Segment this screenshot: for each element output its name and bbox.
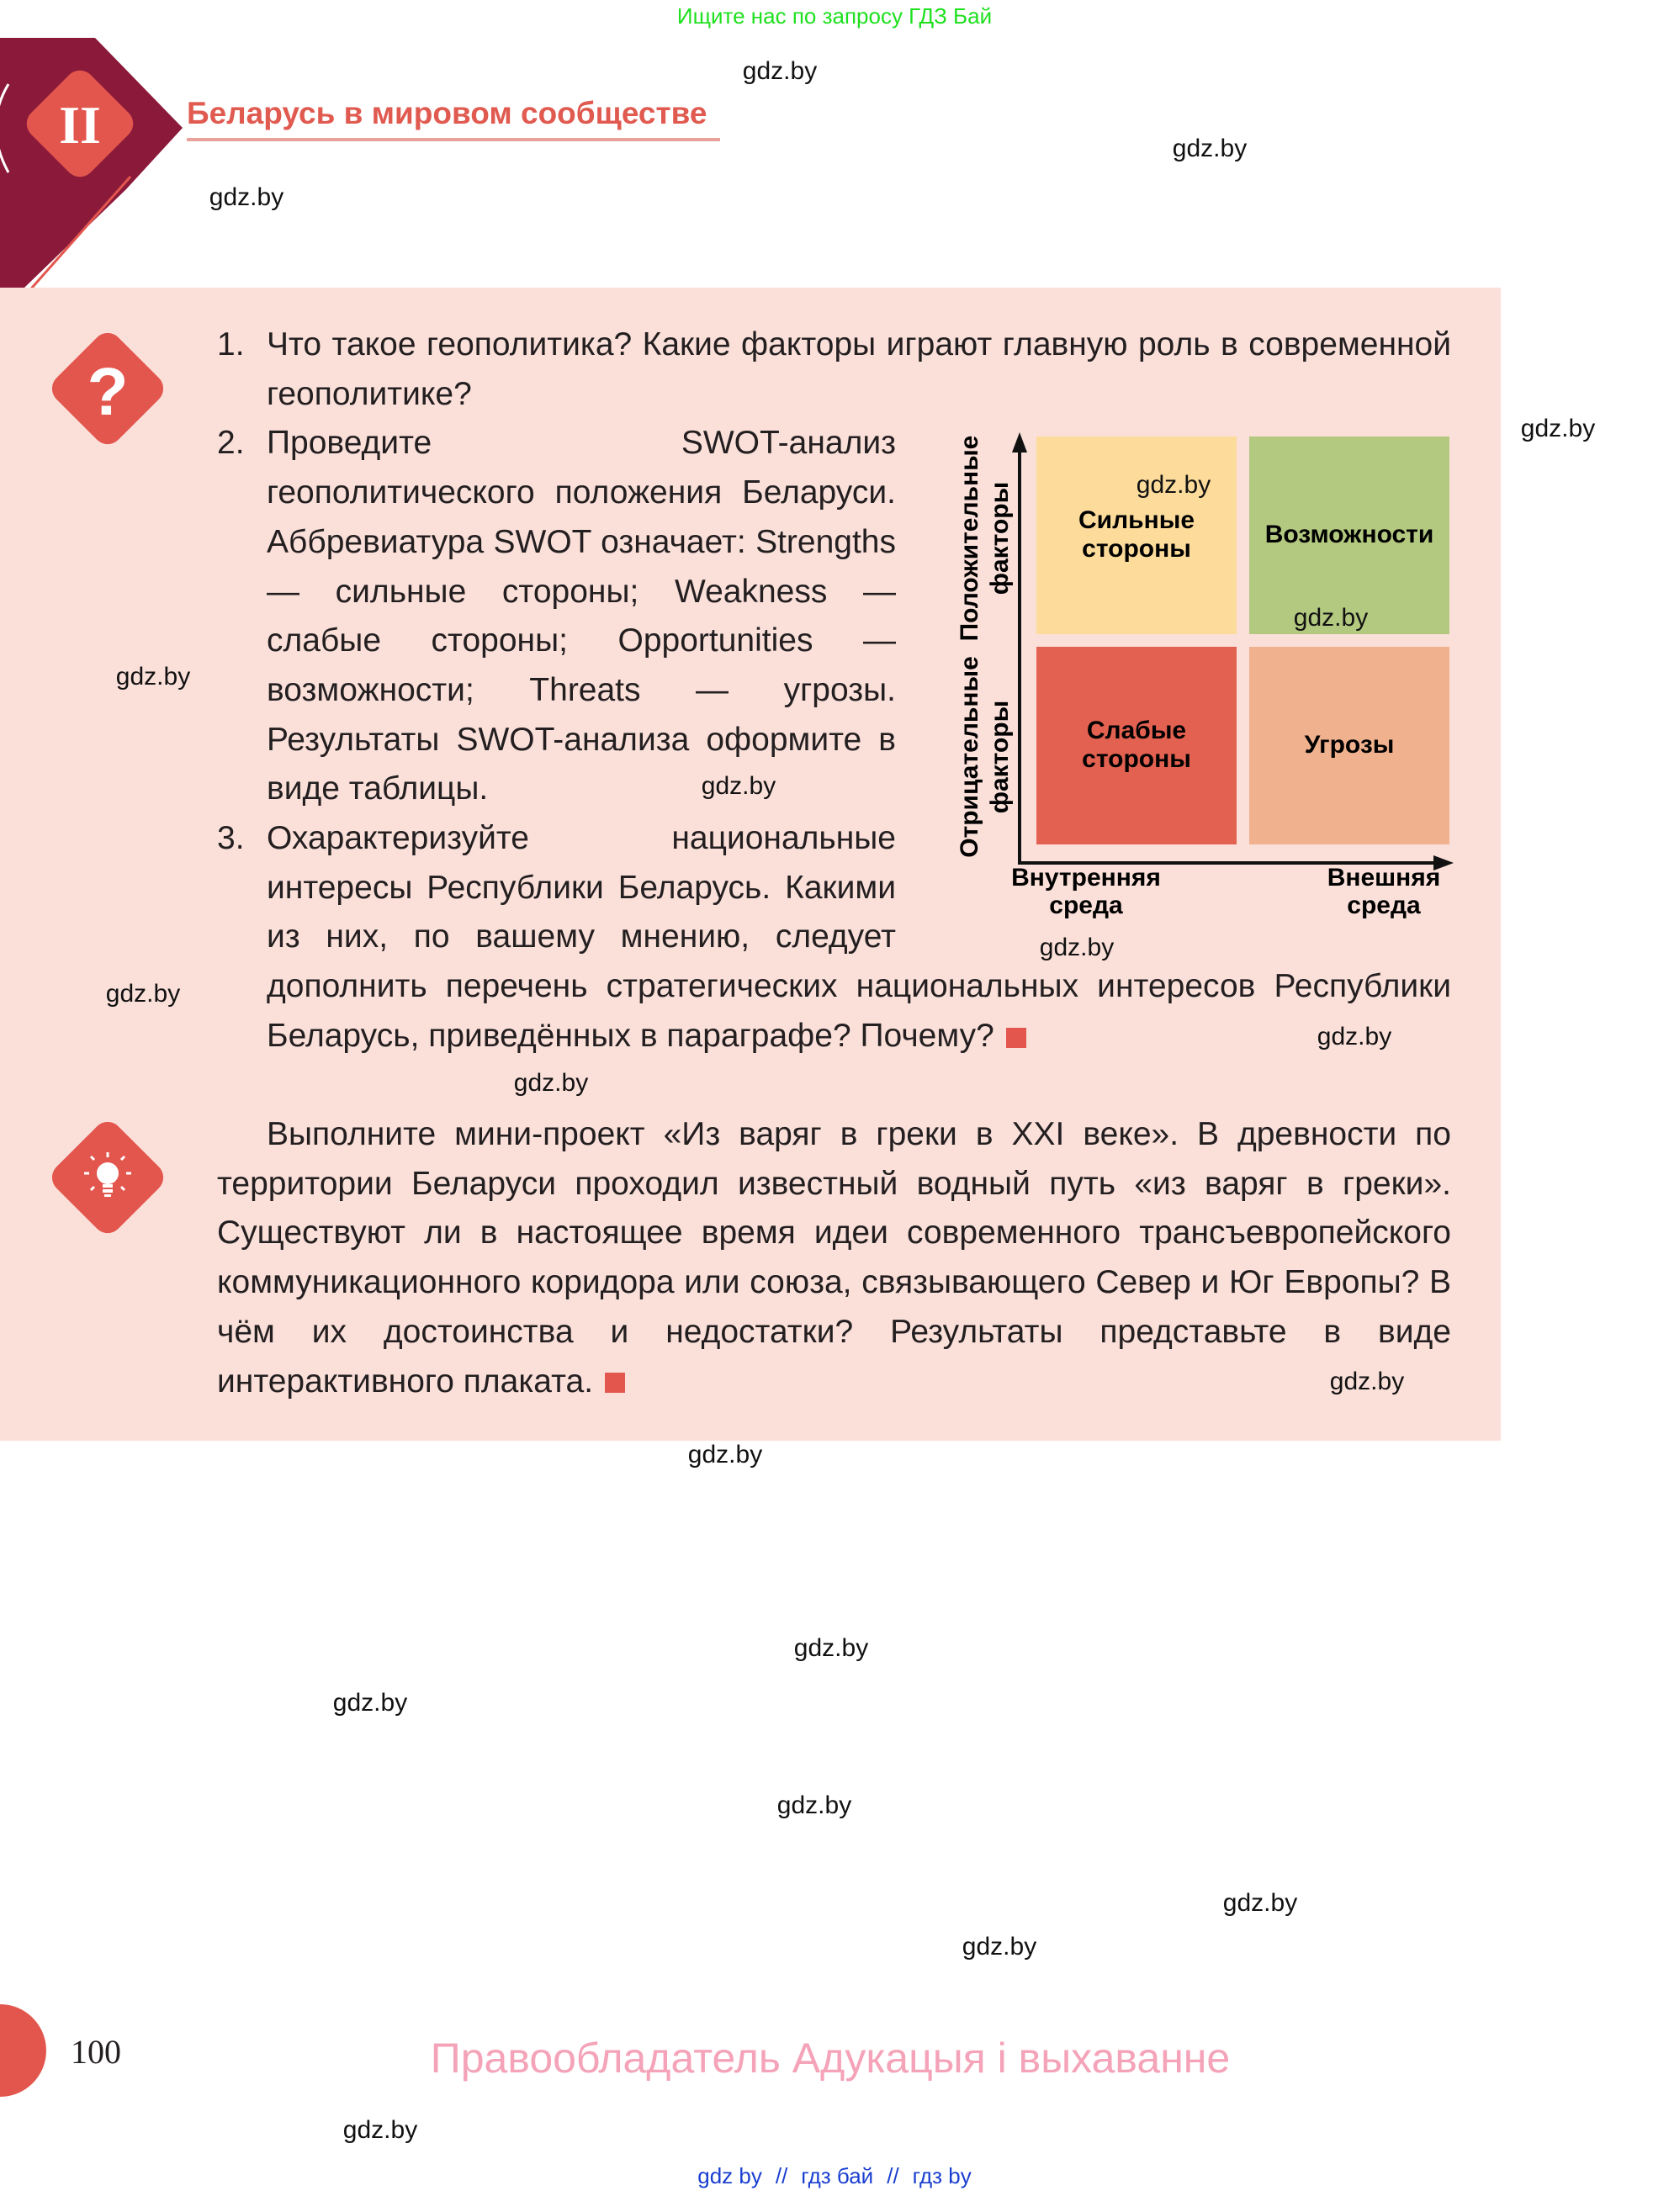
positive-factors-label: Положительные [956, 435, 983, 642]
end-marker [1006, 1028, 1026, 1048]
watermark: gdz.by [687, 1441, 763, 1468]
watermark: gdz.by [962, 1933, 1037, 1961]
watermark: gdz.by [1222, 1889, 1298, 1917]
end-marker [605, 1373, 625, 1393]
page-number: 100 [71, 2033, 121, 2071]
title-underline [187, 138, 720, 141]
watermark: gdz.by [1293, 604, 1369, 632]
watermark: gdz.by [1520, 415, 1596, 442]
footer-link-gdz-by[interactable]: gdz by [697, 2163, 762, 2188]
positive-factors-label-2: факторы [986, 481, 1014, 595]
watermark: gdz.by [1136, 471, 1211, 499]
watermark: gdz.by [793, 1634, 869, 1662]
footer-separator: // [775, 2163, 788, 2188]
project-task [217, 1110, 1451, 1406]
watermark: gdz.by [115, 663, 191, 691]
external-env-label-2: среда [1347, 892, 1421, 919]
promo-banner[interactable]: Ищите нас по запросу ГДЗ Бай [676, 3, 993, 29]
watermark: gdz.by [701, 772, 776, 800]
watermark: gdz.by [332, 1689, 408, 1717]
question-number: 3. [217, 820, 245, 857]
opportunities-label: Возможности [1264, 521, 1434, 548]
watermark: gdz.by [209, 183, 284, 211]
copyright-notice: Правообладатель Адукацыя і выхаванне [430, 2035, 1231, 2082]
question-item [217, 320, 1451, 419]
internal-env-label-2: среда [1049, 892, 1123, 919]
question-text: Что такое геополитика? Какие факторы играют главную роль в современной геополитике? [267, 326, 1451, 412]
chapter-numeral: II [59, 95, 101, 155]
strengths-label-2: стороны [1082, 535, 1191, 563]
y-axis-arrow-icon [1012, 432, 1027, 452]
chapter-title: Беларусь в мировом сообществе [187, 96, 707, 130]
weaknesses-label-2: стороны [1082, 745, 1191, 773]
question-number: 1. [217, 326, 245, 362]
lightbulb-icon [78, 1148, 137, 1207]
footer-links [0, 2163, 1669, 2189]
strengths-label: Сильные [1078, 506, 1195, 534]
footer-link-gdz-by-2[interactable]: гдз by [912, 2163, 972, 2188]
watermark: gdz.by [105, 980, 181, 1008]
negative-factors-label-2: факторы [986, 700, 1014, 814]
weaknesses-label: Слабые [1086, 717, 1187, 744]
threats-label: Угрозы [1304, 731, 1395, 759]
watermark: gdz.by [742, 57, 818, 85]
question-mark-icon: ? [87, 354, 129, 429]
question-text: Охарактеризуйте национальные интересы Республики Беларусь. Какими из них, по вашему мнению, следует дополнить перечень стратегических национальных интересов Республики Беларусь, приведённых в параграфе? Почему? [267, 820, 1451, 1054]
watermark: gdz.by [342, 2116, 418, 2144]
watermark: gdz.by [1039, 934, 1115, 961]
project-text: Выполните мини-проект «Из варяг в греки в XXI веке». В древности по территории Беларуси проходил известный водный путь «из варяг в греки». Существуют ли в настоящее время идеи современного трансъевропейского коммуникационного коридора или союза, связывающего Север и Юг Европы? В чём их достоинства и недостатки? Результаты представьте в виде интерактивного плаката. [217, 1116, 1451, 1400]
watermark: gdz.by [1172, 135, 1248, 162]
watermark: gdz.by [513, 1069, 589, 1097]
external-env-label: Внешняя [1327, 864, 1441, 892]
question-number: 2. [217, 425, 245, 462]
watermark: gdz.by [1329, 1368, 1405, 1395]
footer-link-gdz-bai[interactable]: гдз бай [801, 2163, 874, 2188]
question-text: Проведите SWOT-анализ геополитического положения Беларуси. Аббревиатура SWOT означает: Strengths — сильные стороны; Weakness — слабые стороны; Opportunities — возможности; Threats — угрозы. Результаты SWOT-анализа оформите в виде таблицы. [267, 425, 896, 807]
internal-env-label: Внутренняя [1011, 864, 1161, 892]
watermark: gdz.by [776, 1791, 852, 1819]
footer-separator: // [887, 2163, 899, 2188]
negative-factors-label: Отрицательные [956, 656, 983, 858]
watermark: gdz.by [1317, 1023, 1392, 1050]
